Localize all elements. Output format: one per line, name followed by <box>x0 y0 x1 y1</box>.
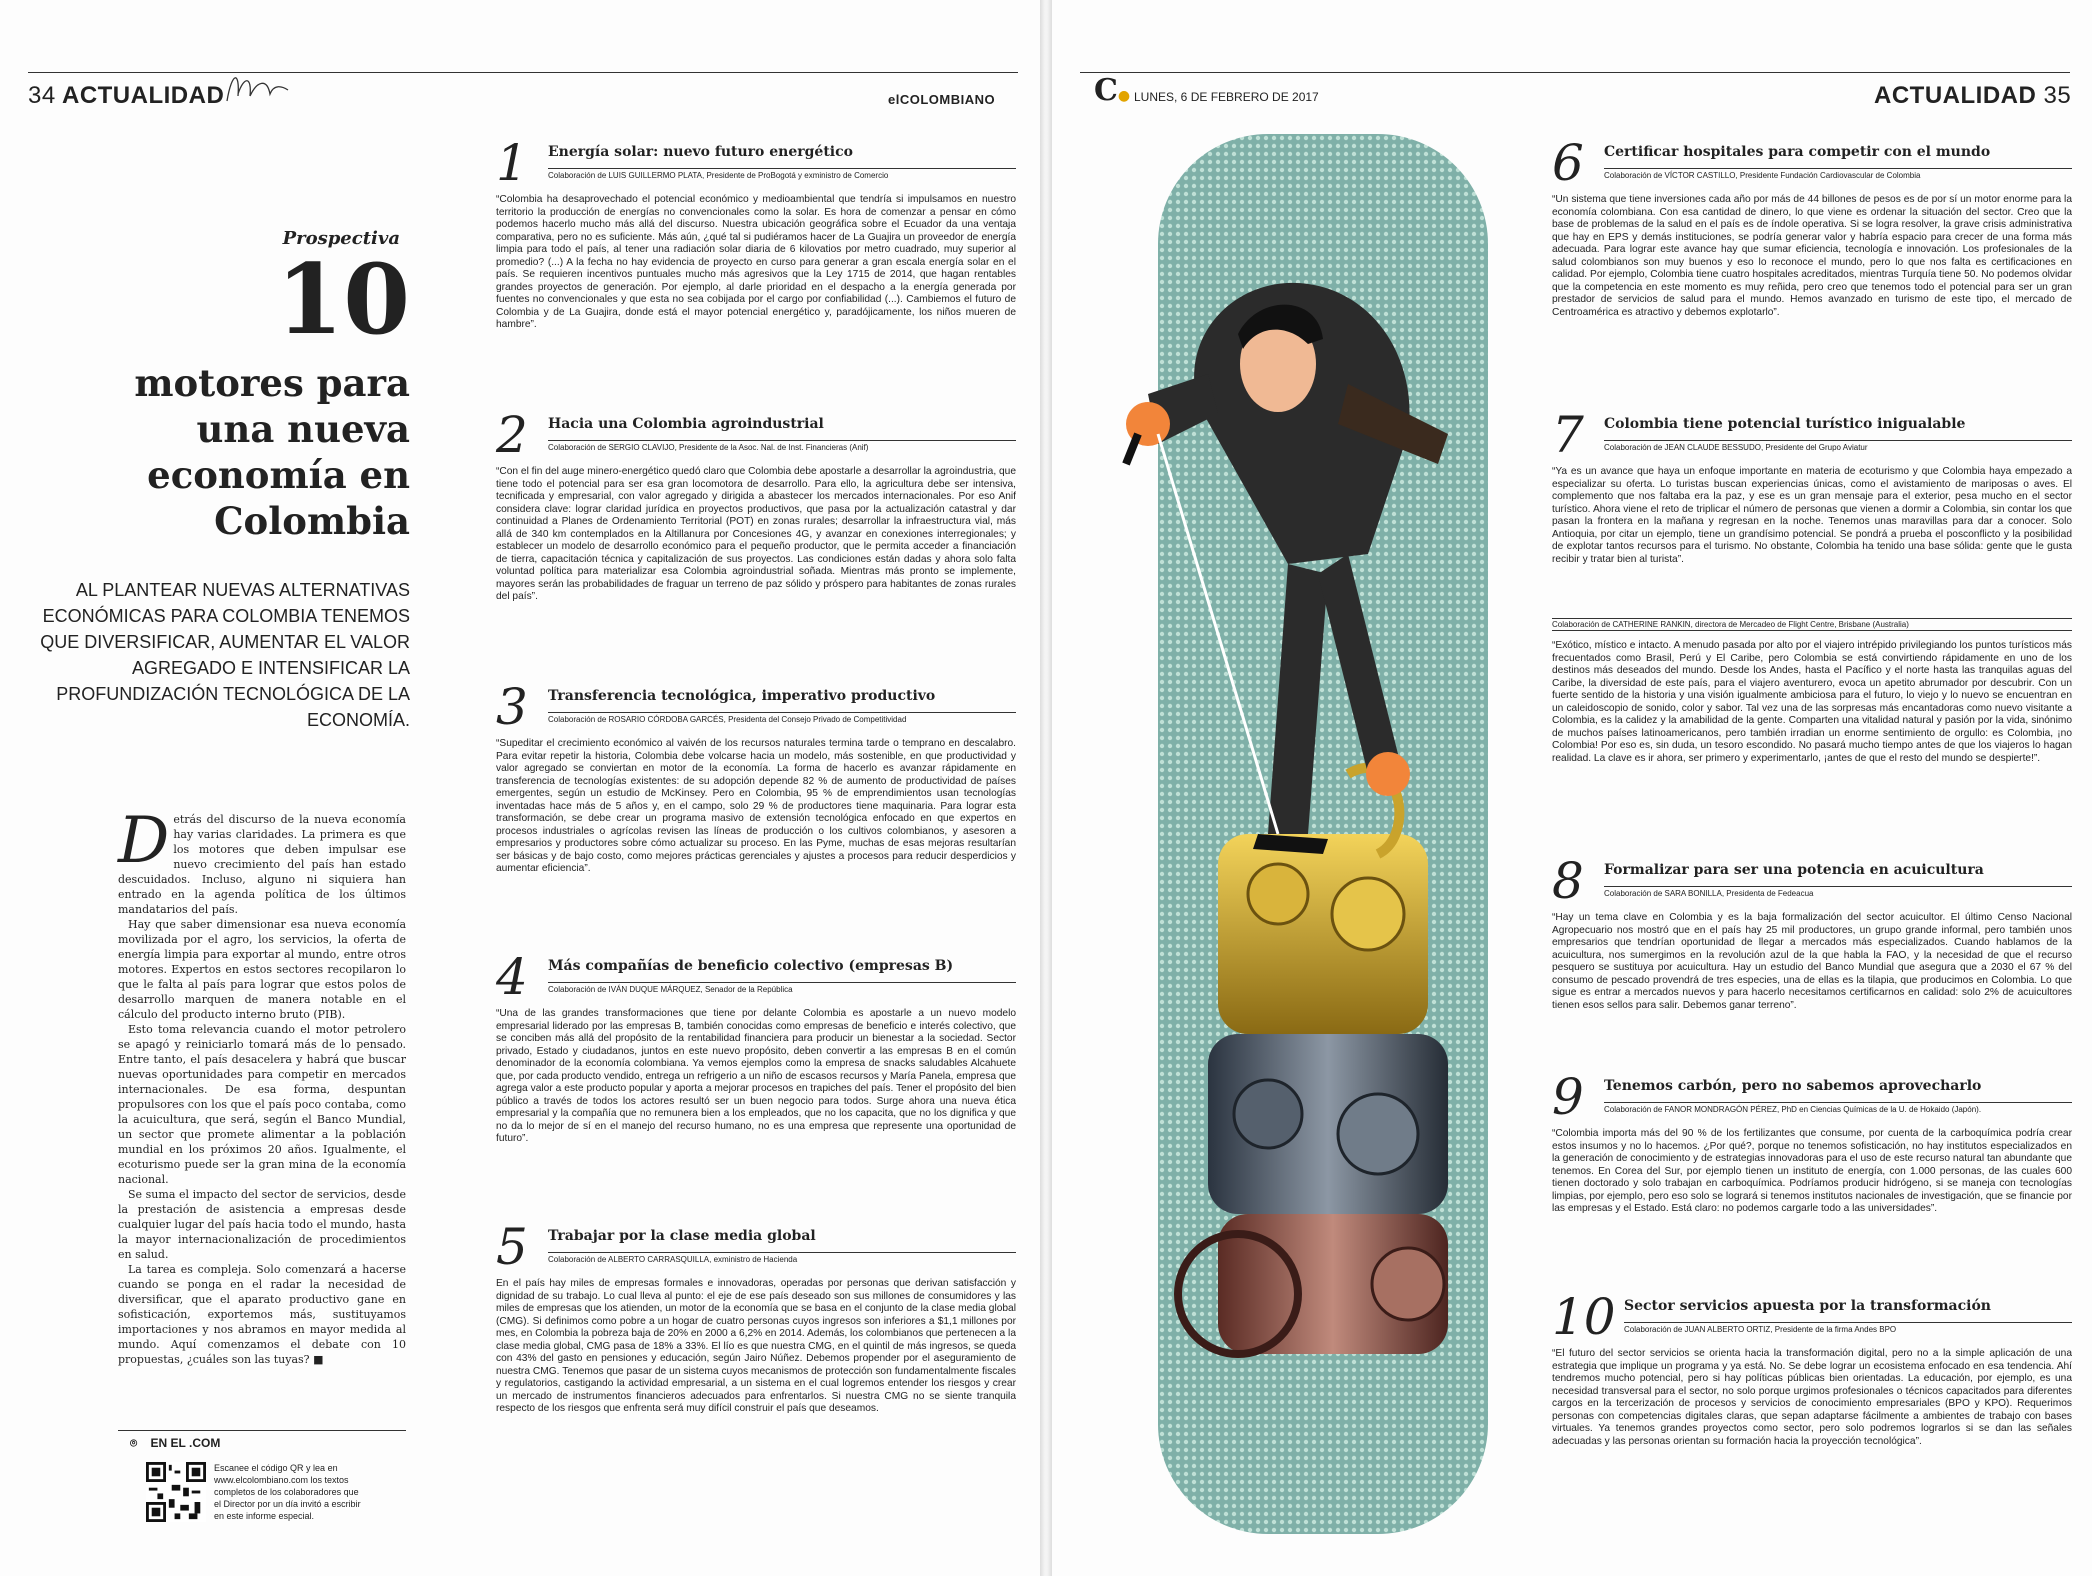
essay-number: 5 <box>496 1218 528 1276</box>
header-rule <box>1080 72 2070 73</box>
essay-number: 7 <box>1552 406 1584 464</box>
essay-title: Tenemos carbón, pero no sabemos aprovecharlo <box>1604 1078 1982 1094</box>
essay-byline: Colaboración de IVÁN DUQUE MÁRQUEZ, Senador de la República <box>548 982 1016 994</box>
qr-code[interactable] <box>146 1462 206 1522</box>
essay-title: Trabajar por la clase media global <box>548 1228 816 1244</box>
intro-paragraph: Esto toma relevancia cuando el motor petrolero se apagó y reiniciarlo tomará más de lo pensado. Entre tanto, el país desacelera y habrá que buscar nuevas oportunidades para competir en mercados internacionales. De esa forma, despuntan propulsores con los que el país poco contaba, como la acuicultura, que será, según el Banco Mundial, un sector que promete alimentar a la población mundial en los próximos 20 años. Igualmente, el ecoturismo puede ser la gran mina de la economía nacional. <box>118 1023 406 1186</box>
essay-byline: Colaboración de SERGIO CLAVIJO, Presidente de la Asoc. Nal. de Inst. Financieras (Anif) <box>548 440 1016 452</box>
intro-paragraph: Se suma el impacto del sector de servicios, desde la prestación de asistencia a empresas desde cualquier lugar del país hacia todo el mundo, hasta la mayor internacionalización de procedimientos en salud. <box>118 1188 406 1261</box>
signature-scribble <box>222 66 292 108</box>
online-rule <box>118 1430 406 1431</box>
essay-body: En el país hay miles de empresas formales e innovadoras, operadas por personas que derivan satisfacción y dignidad de su trabajo. Lo cual lleva al punto: el eje de ese país deseado son sus millones de consumidores y las miles de empresas que los atienden, un motor de la economía que se basa en el conjunto de la clase media global (CMG). Si definimos como pobre a un hogar de cuatro personas cuyos ingresos son inferiores a $1,1 millones por mes, en Colombia la pobreza baja de 20% en 2000 a 6,2% en 2014. Además, los colombianos que pertenecen a la clase media global, CMG pasa de 18% a 33%. El lío es que nuestra CMG, en el quintil de más ingresos, se queda con 43% del gasto en pensiones y educación, según Jairo Núñez. Debemos propender por el aseguramiento de nuestra CMG. Tenemos que pasar de un sistema cuyos mecanismos de protección son fundamentalmente fiscales y regulatorios, castigando la actividad empresarial, a un sistema en el cual logremos entender los riesgos y crear un mercado de instrumentos financieros adecuados para enfrentarlos. Si nuestra CMG no se siente tranquila respecto de los riesgos que enfrenta será muy difícil construir el país que deseamos. <box>496 1278 1016 1414</box>
essay-byline: Colaboración de JEAN CLAUDE BESSUDO, Presidente del Grupo Aviatur <box>1604 440 2072 452</box>
page-folio-right <box>1874 82 2071 110</box>
intro-text <box>118 804 406 1367</box>
essay-body: “Supeditar el crecimiento económico al vaivén de los recursos naturales termina tarde o temprano en descalabro. Para evitar repetir la historia, Colombia debe volcarse hacia un modelo, más sostenible, en que productividad y valor agregado se conviertan en motor de la economía. La forma de hacerlo es avanzar rápidamente en transferencia de tecnologías existentes: de su adopción depende 82 % de aumento de productividad de países emergentes, según un estudio de McKinsey. Pero en Colombia, 95 % de emprendimientos usan tecnologías inventadas hace más de 5 años y, en el campo, solo 29 % de productores tiene maquinaria. Para lograr esta transformación, se debe crear un programa masivo de extensión tecnológica enfocado en que expertos en procesos industriales o agrícolas revisen las líneas de producción o los cultivos colombianos, y asesoren a empresarios y productores sobre cómo actualizar su proceso. En las Pyme, muchas de esas mejoras resultarían ser básicas y de bajo costo, como mejores prácticas gerenciales y ajustes a procesos para reducir desperdicios y aumentar eficiencia”. <box>496 738 1016 874</box>
essay-title: Hacia una Colombia agroindustrial <box>548 416 824 432</box>
essay-title: Energía solar: nuevo futuro energético <box>548 144 853 160</box>
online-label: EN EL .COM <box>150 1436 221 1450</box>
intro-paragraph: Hay que saber dimensionar esa nueva economía movilizada por el agro, los servicios, la oferta de energía limpia para exportar al mundo, entre otros motores. Expertos en estos sectores recopilaron lo que le falta al país para lograr que estos polos de desarrollo marquen de manera notable en el cálculo del producto interno bruto (PIB). <box>118 918 406 1021</box>
essay-number: 8 <box>1552 852 1584 910</box>
section-name: ACTUALIDAD <box>61 82 225 109</box>
page-number: 35 <box>2043 82 2072 109</box>
drop-cap: D <box>118 804 170 878</box>
essay-byline: Colaboración de ROSARIO CÓRDOBA GARCÉS, Presidenta del Consejo Privado de Competitividad <box>548 712 1016 724</box>
page-folio-left <box>28 82 224 110</box>
page-gutter <box>1040 0 1052 1576</box>
right-page <box>1052 0 2092 1576</box>
masthead-logo: C● <box>1094 73 1131 108</box>
mouse-icon: ⌾ <box>130 1436 138 1450</box>
essay-number: 4 <box>496 948 528 1006</box>
essay-number: 10 <box>1552 1288 1616 1346</box>
essay-body: “Colombia ha desaprovechado el potencial económico y medioambiental que tendría si impulsamos en nuestro territorio la producción de energías no convencionales como la solar. Es hora de comenzar a pensar en cómo podemos hacerlo mucho más allá del discurso. Nuestra ubicación geográfica sobre el Ecuador da una ventaja comparativa, pero no es suficiente. Más aún, ¿qué tal si pudiéramos hacer de La Guajira un proveedor de energía limpia para todo el país, al tener una radiación solar diaria de 6 kilovatios por metro cuadrado, muy superior al promedio? (...) A la fecha no hay evidencia de proyecto en curso para generar a gran escala energía solar en el país. Se requieren incentivos puntuales mucho más agresivos que la Ley 1715 de 2014, que hagan rentables grandes proyectos de generación. Por ejemplo, al darle prioridad en el despacho a la energía generada por fuentes no convencionales y que esta no sea cobijada por el cargo por confiabilidad (...). Cambiemos el futuro de Colombia y de La Guajira, donde está el mayor potencial energético y, paradójicamente, los niños mueren de hambre”. <box>496 194 1016 330</box>
page-number: 34 <box>28 82 56 109</box>
essay-title: Colombia tiene potencial turístico inigualable <box>1604 416 1966 432</box>
essay-byline: Colaboración de FANOR MONDRAGÓN PÉREZ, PhD en Ciencias Químicas de la U. de Hokaido (Japón). <box>1604 1102 2072 1114</box>
essay-body: “Una de las grandes transformaciones que tiene por delante Colombia es apostarle a un nuevo modelo empresarial liderado por las empresas B, también conocidas como empresas de beneficio e interés colectivo, que se conciben más allá del propósito de la rentabilidad financiera para producir un bienestar a la sociedad. Sector privado, Estado y ciudadanos, juntos en este nuevo propósito, deben convertir a las empresas B en el común denominador de la economía colombiana. Ya vemos ejemplos como la empresa de snacks saludables Alcahuete que, por cada producto vendido, entrega un refrigerio a un niño de escasos recursos y María Panela, empresa que agrega valor a este producto popular y aporta a mejorar procesos en trapiches del país. Tener el propósito del bien público a través de todos los actores resultó ser un buen negocio para todos. Surge ahora una nueva ética empresarial y la compañía que no remunera bien a los empleados, que no los capacita, que no los dignifica y que no da lo mejor de sí en el manejo del recurso humano, no es una empresa que represente una oportunidad de futuro”. <box>496 1008 1016 1144</box>
intro-paragraph: etrás del discurso de la nueva economía hay varias claridades. La primera es que los motores que deben impulsar ese nuevo crecimiento del país han estado descuidados. Incluso, alguno ni siquiera han entrado en la agenda política de los últimos mandatarios del país. <box>118 813 406 916</box>
feature-big-number: 10 <box>276 243 410 356</box>
essay-second-body: “Exótico, místico e intacto. A menudo pasada por alto por el viajero intrépido privilegiando los puntos turísticos más frecuentados como Brasil, Perú y El Caribe, pero Colombia se está convirtiendo rápidamente en uno de los destinos más deseados del mundo. Desde los Andes, hasta el Pacífico y el norte hasta las tranquilas aguas del Caribe, la diversidad de este país, para el viajero aventurero, evoca un apetito abrumador por descubrir. Con un fuerte sentido de la historia y una visión igualmente ambiciosa para el futuro, lo viejo y lo nuevo se encuentran en un caleidoscopio de sonido, color y sabor. Tal vez una de las sorpresas más encantadoras como nuevo visitante a Colombia, es la calidez y la amabilidad de la gente. Comparten una vitalidad natural y pasión por la vida, sinónimo de muchos países latinoamericanos, pero también irradian un enorme sentimiento de orgullo: es Colombia, ¡no Colombia! Por eso es, sin duda, un tesoro escondido. No pasará mucho tiempo antes de que los viajeros lo hagan realidad. La clave es ir ahora, ser primero y experimentarlo, ¡antes de que el resto del mundo se despierte!”. <box>1552 640 2072 764</box>
brand-label: elCOLOMBIANO <box>888 92 996 107</box>
section-name: ACTUALIDAD <box>1874 82 2037 109</box>
essay-number: 2 <box>496 406 528 464</box>
essay-title: Más compañías de beneficio colectivo (empresas B) <box>548 958 954 974</box>
essay-title: Certificar hospitales para competir con el mundo <box>1604 144 1991 160</box>
header-rule <box>28 72 1018 73</box>
essay-body: “El futuro del sector servicios se orienta hacia la transformación digital, pero no a la simple aplicación de una estrategia que implique un programa y ya está. No. Se debe lograr un ecosistema enfocado en esa tendencia. Ahí tendremos mucho potencial, pero si hay políticas públicas bien orientadas. La educación, por ejemplo, es una necesidad transversal para el sector, no solo porque urgimos profesionales o técnicos capacitados para diferentes cargos en la tercerización de procesos y servicios de conocimiento empresariales (BPO y KPO). Requerimos personas con competencias digitales claras, que sepan adaptarse fácilmente a ambientes de trabajo con bases virtuales. Ya tenemos grandes proyectos como sector, pero solo podremos lograrlos si se dan las señales adecuadas y las personas orientan su formación hacia la proyección tecnológica”. <box>1552 1348 2072 1447</box>
essay-byline: Colaboración de JUAN ALBERTO ORTIZ, Presidente de la firma Andes BPO <box>1624 1322 2072 1334</box>
feature-kicker: Prospectiva <box>282 228 400 249</box>
essay-byline: Colaboración de LUIS GUILLERMO PLATA, Presidente de ProBogotá y exministro de Comercio <box>548 168 1016 180</box>
essay-number: 1 <box>496 134 528 192</box>
essay-body: “Con el fin del auge minero-energético quedó claro que Colombia debe apostarle a desarrollar la agroindustria, que tiene todo el potencial para ser esa gran locomotora de desarrollo. Para ello, la agricultura debe ser intensiva, tecnificada y empresarial, con valor agregado y dirigida a abastecer los mercados internacionales. Por eso Anif considera clave: lograr claridad jurídica en proyectos productivos, que pasa por la actualización catastral y dar continuidad a Planes de Ordenamiento Territorial (POT) en zonas rurales; desarrollar la infraestructura vial, más allá de 340 km contemplados en la Altillanura por Concesiones 4G, y avanzar en conexiones interregionales; y establecer un modelo de desarrollo económico para el pequeño productor, que le permita acceder a financiación de tierra, capacitación técnica y capitalización de sus proyectos. Las condiciones están dadas y ahora solo falta voluntad política para materializar esa Colombia agroindustrial soñada. Mientras más pronto se implemente, mayores serán las probabilidades de fraguar un terreno de paz sólido y próspero para habitantes de zonas rurales del país”. <box>496 466 1016 602</box>
illustration-man-engine <box>1118 134 1526 1534</box>
essay-title: Sector servicios apuesta por la transformación <box>1624 1298 1991 1314</box>
essay-second-byline: Colaboración de CATHERINE RANKIN, directora de Mercadeo de Flight Centre, Brisbane (Australia) <box>1552 618 2072 631</box>
left-page <box>0 0 1040 1576</box>
essay-byline: Colaboración de SARA BONILLA, Presidenta de Fedeacua <box>1604 886 2072 898</box>
essay-title: Formalizar para ser una potencia en acuicultura <box>1604 862 1984 878</box>
issue-date: LUNES, 6 DE FEBRERO DE 2017 <box>1134 90 1319 104</box>
essay-number: 3 <box>496 678 528 736</box>
feature-headline: motores para una nueva economía en Colombia <box>134 361 410 543</box>
qr-caption: Escanee el código QR y lea en www.elcolombiano.com los textos completos de los colaboradores que el Director por un día invitó a escribir en este informe especial. <box>214 1463 361 1521</box>
essay-byline: Colaboración de VÍCTOR CASTILLO, Presidente Fundación Cardiovascular de Colombia <box>1604 168 2072 180</box>
essay-body: “Ya es un avance que haya un enfoque importante en materia de ecoturismo y que Colombia haya empezado a especializar su oferta. Lo turistas buscan experiencias únicas, como el avistamiento de mariposas o aves. El complemento que nos faltaba era la paz, y ese es un gran mensaje para el exterior, pesa mucho en el sector turístico. Ahora viene el reto de triplicar el número de personas que vienen a dormir a Colombia, sin contar los que pasan la frontera en la mañana y regresan en la noche. Tenemos unas maravillas para dar a conocer. Solo Antioquia, por citar un ejemplo, tiene un grandísimo potencial. Se pondrá a prueba el posconflicto y la posibilidad de explotar tantos recursos para el turismo. No obstante, Colombia ha tenido una base sólida: gente que le gusta recibir y tratar bien al turista”. <box>1552 466 2072 565</box>
intro-paragraph: La tarea es compleja. Solo comenzará a hacerse cuando se ponga en el radar la necesidad de diversificar, que el aparato productivo gane en sofisticación, exportemos más, sustituyamos importaciones y nos abramos en mayor medida al mundo. Aquí comenzamos el debate con 10 propuestas, ¿cuáles son las tuyas? ■ <box>118 1263 406 1366</box>
essay-body: “Colombia importa más del 90 % de los fertilizantes que consume, por cuenta de la carboquímica podría crear estos insumos y no lo hacemos. ¿Por qué?, porque no tenemos sofisticación, no hay institutos especializados en la generación de conocimiento y de estrategias innovadoras para el uso de este recurso natural tan abundante que tenemos. En Corea del Sur, por ejemplo tienen un instituto de energía, con 1.000 personas, de las cuales 600 tienen doctorado y solo trabajan en carboquímica. Podríamos producir hidrógeno, si se maneja con tecnologías limpias, por ejemplo, pero eso solo se logrará si tenemos institutos nacionales de investigación, que se financie por las empresas y el Estado. Está claro: no podemos cargarle todo a las universidades”. <box>1552 1128 2072 1214</box>
essay-title: Transferencia tecnológica, imperativo productivo <box>548 688 936 704</box>
essay-number: 9 <box>1552 1068 1584 1126</box>
essay-body: “Un sistema que tiene inversiones cada año por más de 44 billones de pesos es de por sí un motor enorme para la economía colombiana. Con esa cantidad de dinero, lo que viene es ordenar la situación del sector. Creo que la base de problemas de la salud en el país es de índole operativa. Si se logra resolver, la grave crisis administrativa que hay en EPS y demás instituciones, se podría generar valor y habría espacio para crecer de una forma más adecuada. Para lograr este avance hay que sumar eficiencia, tecnología e innovación. Los profesionales de la salud colombianos son muy buenos y eso lo reconoce el mundo, pero lo que nos falta es certificaciones en calidad. Por ejemplo, Colombia tiene cuatro hospitales acreditados, mientras Turquía tiene 50. No podemos olvidar que la competencia en este momento es muy reñida, pero creo que tenemos todo el potencial para ser un gran prestador de servicios de salud para el mundo. Hemos avanzado en turismo de este tipo, el mercado de Centroamérica es atractivo y debemos explotarlo”. <box>1552 194 2072 318</box>
feature-deck: AL PLANTEAR NUEVAS ALTERNATIVAS ECONÓMICAS PARA COLOMBIA TENEMOS QUE DIVERSIFICAR, AUMENTAR EL VALOR AGREGADO E INTENSIFICAR LA PROFUNDIZACIÓN TECNOLÓGICA DE LA ECONOMÍA. <box>40 580 410 730</box>
essay-number: 6 <box>1552 134 1584 192</box>
essay-byline: Colaboración de ALBERTO CARRASQUILLA, exministro de Hacienda <box>548 1252 1016 1264</box>
essay-body: “Hay un tema clave en Colombia y es la baja formalización del sector acuicultor. El último Censo Nacional Agropecuario nos mostró que en el país hay 25 mil productores, un grupo grande informal, pero también unos empresarios que tendrían oportunidad de llegar a mercados más especializados. Cuando hablamos de la acuicultura, nos sumergimos en la revolución azul de la que habla la FAO, y la necesidad de que el recurso pesquero se sustituya por acuicultura. Hay un estudio del Banco Mundial que asegura que a 2030 el 67 % del consumo de pescado provendrá de tres especies, una de ellas es la tilapia, que producimos en Colombia. Lo que sigue es entrar a mercados nuevos y para hacerlo necesitamos certificarnos en calidad: solo 2% de acuicultores tienen esos sellos para salir. Debemos ganar terreno”. <box>1552 912 2072 1011</box>
online-header <box>130 1436 220 1451</box>
